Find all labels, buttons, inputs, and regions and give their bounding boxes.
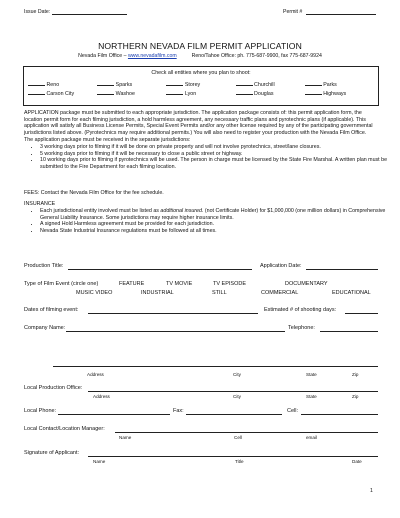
timing-item: • 5 working days prior to filming if it will be necessary to close a public street or highway. xyxy=(40,151,394,158)
date-caption: Date xyxy=(352,459,362,464)
company-name-field[interactable] xyxy=(66,331,285,332)
checkbox-reno[interactable]: Reno xyxy=(28,80,97,89)
film-type-music-video[interactable]: MUSIC VIDEO xyxy=(76,290,113,296)
cell-label: Cell: xyxy=(287,408,299,414)
estimated-days-label: Estimated # of shooting days: xyxy=(264,307,337,313)
name-caption: Name xyxy=(93,459,106,464)
reno-tahoe-office: Reno/Tahoe Office: ph. 775-687-9900, fax 775-687-9924 xyxy=(191,53,322,59)
title-caption: Title xyxy=(235,459,244,464)
checkbox-storey[interactable]: Storey xyxy=(166,80,235,89)
insurance-item: • Nevada State Industrial Insurance regulations must be followed at all times. xyxy=(40,228,394,235)
film-type-documentary[interactable]: DOCUMENTARY xyxy=(285,281,328,287)
jurisdictions-heading: Check all entities where you plan to shoot: xyxy=(151,70,251,76)
checkbox-parks[interactable]: Parks xyxy=(305,80,374,89)
checkbox-washoe[interactable]: Washoe xyxy=(97,89,166,98)
timing-item: • 3 working days prior to filming if it will be done on private property and will not involve pyrotechnics, street/lane closures. xyxy=(40,144,394,151)
fees-note: FEES: Contact the Nevada Film Office for the fee schedule. xyxy=(24,190,164,196)
film-type-tv-episode[interactable]: TV EPISODE xyxy=(213,281,247,287)
application-date-field[interactable] xyxy=(306,269,378,270)
timing-intro: The application package must be received in the separate jurisdictions: xyxy=(24,137,191,143)
production-title-field[interactable] xyxy=(68,269,252,270)
cell-caption: Cell xyxy=(234,435,242,440)
timing-item: • 10 working days prior to filming if pyrotechnics will be used. The person in charge must be licensed by the State Fire Marshal. A written plan must be submitted to the Fire Department for each filming location. xyxy=(40,157,394,170)
film-type-industrial[interactable]: INDUSTRIAL xyxy=(141,290,174,296)
fax-label: Fax: xyxy=(173,408,184,414)
fax-field[interactable] xyxy=(186,414,282,415)
local-phone-label: Local Phone: xyxy=(24,408,57,414)
email-caption: email xyxy=(306,435,317,440)
company-name-label: Company Name: xyxy=(24,325,66,331)
zip-caption: Zip xyxy=(352,372,359,377)
issue-date-label: Issue Date: xyxy=(24,9,51,15)
insurance-heading: INSURANCE xyxy=(24,201,56,207)
local-contact-label: Local Contact/Location Manager: xyxy=(24,426,105,432)
film-type-label: Type of Film Event (circle one) xyxy=(24,281,99,287)
checkbox-carson-city[interactable]: Carson City xyxy=(28,89,97,98)
application-date-label: Application Date: xyxy=(260,263,302,269)
city-caption: City xyxy=(233,394,241,399)
telephone-label: Telephone: xyxy=(288,325,315,331)
office-contact-line xyxy=(0,53,400,59)
signature-label: Signature of Applicant: xyxy=(24,450,80,456)
city-caption: City xyxy=(233,372,241,377)
checkbox-sparks[interactable]: Sparks xyxy=(97,80,166,89)
checkbox-highways[interactable]: Highways xyxy=(305,89,374,98)
jurisdictions-table xyxy=(28,80,374,98)
name-caption: Name xyxy=(119,435,132,440)
local-production-office-field[interactable] xyxy=(88,391,378,392)
production-title-label: Production Title: xyxy=(24,263,64,269)
film-type-commercial[interactable]: COMMERCIAL xyxy=(261,290,299,296)
dates-of-filming-field[interactable] xyxy=(88,313,258,314)
timing-list xyxy=(24,144,394,170)
checkbox-churchill[interactable]: Churchill xyxy=(236,80,305,89)
local-contact-field[interactable] xyxy=(115,432,378,433)
office-prefix: Nevada Film Office – xyxy=(78,53,127,59)
address-caption: Address xyxy=(93,394,110,399)
jurisdictions-box xyxy=(23,66,379,106)
zip-caption: Zip xyxy=(352,394,359,399)
telephone-field[interactable] xyxy=(320,331,378,332)
permit-number-label: Permit # xyxy=(283,9,303,15)
film-type-still[interactable]: STILL xyxy=(212,290,227,296)
local-phone-field[interactable] xyxy=(58,414,170,415)
page-title: NORTHERN NEVADA FILM PERMIT APPLICATION xyxy=(98,41,302,51)
insurance-list xyxy=(24,208,394,234)
permit-number-field[interactable] xyxy=(306,14,376,15)
insurance-item: • A signed Hold Harmless agreement must be provided for each jurisdiction. xyxy=(40,221,394,228)
website-link[interactable]: www.nevadafilm.com xyxy=(127,53,177,59)
film-type-educational[interactable]: EDUCATIONAL xyxy=(332,290,371,296)
intro-paragraph: APPLICATION package must be submitted to each appropriate jurisdiction. The application package consists of: this permit application form, the location permit form for each filming jurisdiction, a hold harmless agreement, any necessary traffic plans and pyrotechnic plans (if applicable). This application will satisfy all Business License Permits, Special Event Permits and/or any other license required by any of the participating governmental jurisdictions listed above. (Pyrotechnics may require additional permits.) You will also need to register your production with the Nevada Film Office. xyxy=(24,110,373,136)
state-caption: State xyxy=(306,372,317,377)
checkbox-douglas[interactable]: Douglas xyxy=(236,89,305,98)
insurance-item: • Each jurisdictional entity involved must be listed as additional insured. (not Certificate Holder) for $1,000,000 (one million dollars) in Comprehensive General Liability Insurance. Some jurisdictions may require higher insurance limits. xyxy=(40,208,394,221)
local-production-office-label: Local Production Office: xyxy=(24,385,83,391)
address-caption: Address xyxy=(87,372,104,377)
signature-field[interactable] xyxy=(88,456,378,457)
page-number: 1 xyxy=(370,488,373,494)
state-caption: State xyxy=(306,394,317,399)
estimated-days-field[interactable] xyxy=(345,313,378,314)
checkbox-lyon[interactable]: Lyon xyxy=(166,89,235,98)
film-type-feature[interactable]: FEATURE xyxy=(119,281,145,287)
company-address-field[interactable] xyxy=(53,366,378,367)
issue-date-field[interactable] xyxy=(52,14,127,15)
dates-of-filming-label: Dates of filming event: xyxy=(24,307,79,313)
film-type-tv-movie[interactable]: TV MOVIE xyxy=(166,281,193,287)
cell-field[interactable] xyxy=(301,414,378,415)
